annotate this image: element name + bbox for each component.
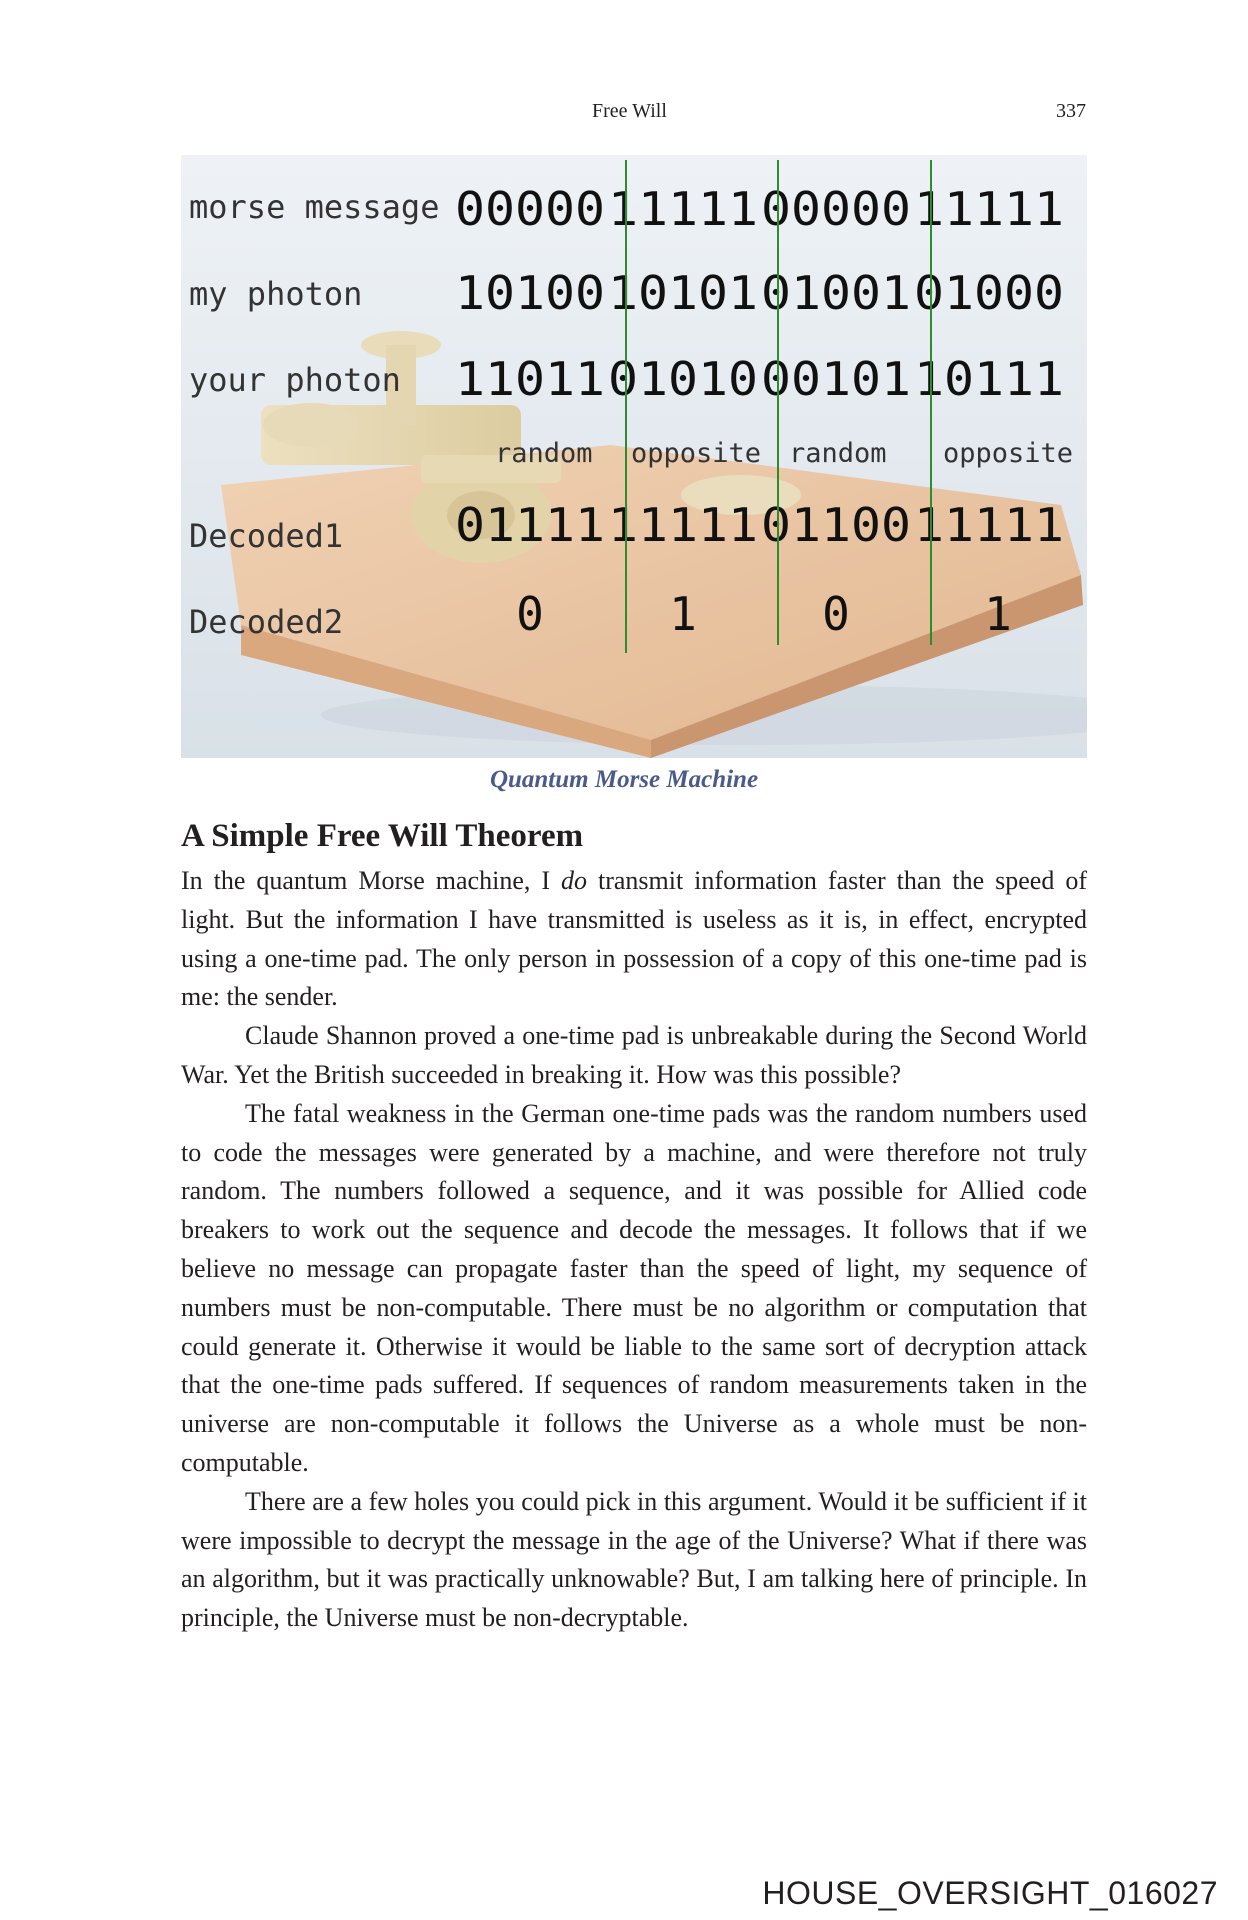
my-photon-bits-2: 10101 xyxy=(608,266,758,320)
my-photon-bits-4: 01000 xyxy=(914,266,1064,320)
segment-label-4: opposite xyxy=(943,438,1074,469)
my-photon-bits-3: 01001 xyxy=(761,266,911,320)
decoded2-bit-3: 0 xyxy=(822,587,850,641)
paragraph-1-start: In the quantum Morse machine, I xyxy=(181,866,561,895)
row-label-decoded1: Decoded1 xyxy=(189,517,344,555)
paragraph-3: The fatal weakness in the German one-time pads was the random numbers used to code the messages were generated by a machine, and were therefore not truly random. The numbers followed a sequence, and it was possible for Allied code breakers to work out the sequence and decode the messages. It follows that if we believe no message can propagate faster than the speed of light, my sequence of numbers must be non-computable. There must be no algorithm or computation that could generate it. Otherwise it would be liable to the same sort of decryption attack that the one-time pads suffered. If sequences of random measurements taken in the universe are non-computable it follows the Universe as a whole must be non-computable. xyxy=(181,1098,1087,1477)
row-label-morse-message: morse message xyxy=(189,188,440,226)
your-photon-bits-1: 11011 xyxy=(455,352,605,406)
morse-message-bits-1: 00000 xyxy=(455,182,605,236)
morse-message-bits-2: 11111 xyxy=(608,182,758,236)
row-label-decoded2: Decoded2 xyxy=(189,603,344,641)
quantum-morse-figure xyxy=(181,155,1087,758)
morse-message-bits-4: 11111 xyxy=(914,182,1064,236)
segment-label-2: opposite xyxy=(631,438,762,469)
decoded2-bit-4: 1 xyxy=(984,587,1012,641)
paragraph-1-end: transmit information faster than the speed of light. But the information I have transmitted is useless as it is, in effect, encrypted using a one-time pad. The only person in possession of a copy of this one-time pad is me: the sender. xyxy=(181,866,1087,1012)
body-text xyxy=(181,862,1087,1638)
your-photon-bits-4: 10111 xyxy=(914,352,1064,406)
decoded1-bits-4: 11111 xyxy=(914,498,1064,552)
decoded1-bits-1: 01111 xyxy=(455,498,605,552)
paragraph-1 xyxy=(181,862,1087,1017)
decoded1-bits-3: 01100 xyxy=(761,498,911,552)
decoded2-bit-1: 0 xyxy=(516,587,544,641)
decoded1-bits-2: 11111 xyxy=(608,498,758,552)
your-photon-bits-2: 01010 xyxy=(608,352,758,406)
page-number: 337 xyxy=(1056,100,1086,122)
section-heading: A Simple Free Will Theorem xyxy=(181,818,584,854)
paragraph-4: There are a few holes you could pick in this argument. Would it be sufficient if it were impossible to decrypt the message in the age of the Universe? What if there was an algorithm, but it was practically unknowable? But, I am talking here of principle. In principle, the Universe must be non-decryptable. xyxy=(181,1486,1087,1633)
segment-label-1: random xyxy=(495,438,593,469)
your-photon-bits-3: 00101 xyxy=(761,352,911,406)
row-label-your-photon: your photon xyxy=(189,361,401,399)
segment-label-3: random xyxy=(789,438,887,469)
my-photon-bits-1: 10100 xyxy=(455,266,605,320)
bit-diagram xyxy=(181,155,1087,758)
running-header xyxy=(0,100,1248,130)
paragraph-2: Claude Shannon proved a one-time pad is unbreakable during the Second World War. Yet the British succeeded in breaking it. How was this possible? xyxy=(181,1021,1087,1089)
row-label-my-photon: my photon xyxy=(189,275,363,313)
decoded2-bit-2: 1 xyxy=(669,587,697,641)
paragraph-1-emphasis: do xyxy=(561,866,587,895)
running-title: Free Will xyxy=(592,100,667,122)
figure-caption: Quantum Morse Machine xyxy=(489,766,759,793)
morse-message-bits-3: 00000 xyxy=(761,182,911,236)
document-stamp: HOUSE_OVERSIGHT_016027 xyxy=(762,1875,1218,1911)
